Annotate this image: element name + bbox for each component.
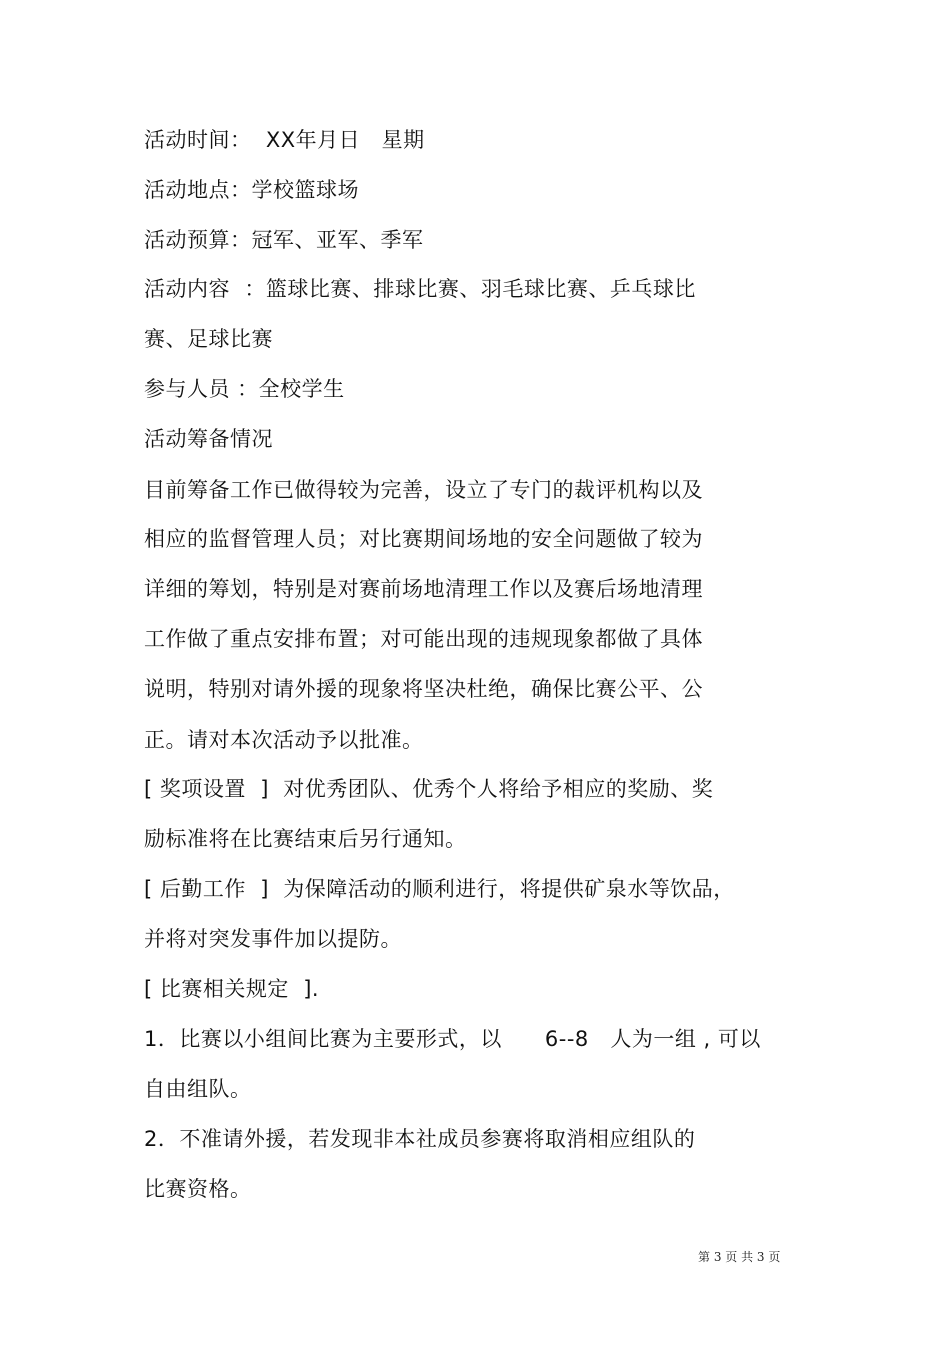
activity-location-line: 活动地点：学校篮球场: [144, 178, 359, 202]
preparation-heading: 活动筹备情况: [144, 427, 273, 451]
paragraph-line: 目前筹备工作已做得较为完善，设立了专门的裁评机构以及: [144, 478, 703, 502]
activity-content-line-cont: 赛、足球比赛: [144, 327, 273, 351]
rules-heading: [ 比赛相关规定 ].: [144, 977, 320, 1001]
paragraph-line: 正。请对本次活动予以批准。: [144, 728, 424, 752]
logistics-line: [ 后勤工作 ] 为保障活动的顺利进行，将提供矿泉水等饮品，: [144, 877, 735, 901]
paragraph-line: 说明，特别对请外援的现象将坚决杜绝，确保比赛公平、公: [144, 677, 703, 701]
activity-content-line: 活动内容 ：篮球比赛、排球比赛、羽毛球比赛、乒乓球比: [144, 277, 696, 301]
page-number-footer: 第 3 页 共 3 页: [698, 1250, 781, 1264]
activity-time-line: 活动时间： XX年月日 星期: [144, 128, 425, 152]
rule-1-line-cont: 自由组队。: [144, 1077, 252, 1101]
awards-line-cont: 励标准将在比赛结束后另行通知。: [144, 827, 467, 851]
paragraph-line: 相应的监督管理人员；对比赛期间场地的安全问题做了较为: [144, 527, 703, 551]
paragraph-line: 工作做了重点安排布置；对可能出现的违规现象都做了具体: [144, 627, 703, 651]
logistics-line-cont: 并将对突发事件加以提防。: [144, 927, 402, 951]
activity-budget-line: 活动预算：冠军、亚军、季军: [144, 228, 424, 252]
paragraph-line: 详细的筹划，特别是对赛前场地清理工作以及赛后场地清理: [144, 577, 703, 601]
rule-1-line: 1．比赛以小组间比赛为主要形式，以 6--8 人为一组 , 可以: [144, 1027, 761, 1051]
rule-2-line-cont: 比赛资格。: [144, 1177, 252, 1201]
rule-2-line: 2．不准请外援，若发现非本社成员参赛将取消相应组队的: [144, 1127, 696, 1151]
awards-line: [ 奖项设置 ] 对优秀团队、优秀个人将给予相应的奖励、奖: [144, 777, 714, 801]
participants-line: 参与人员 ：全校学生: [144, 377, 345, 401]
